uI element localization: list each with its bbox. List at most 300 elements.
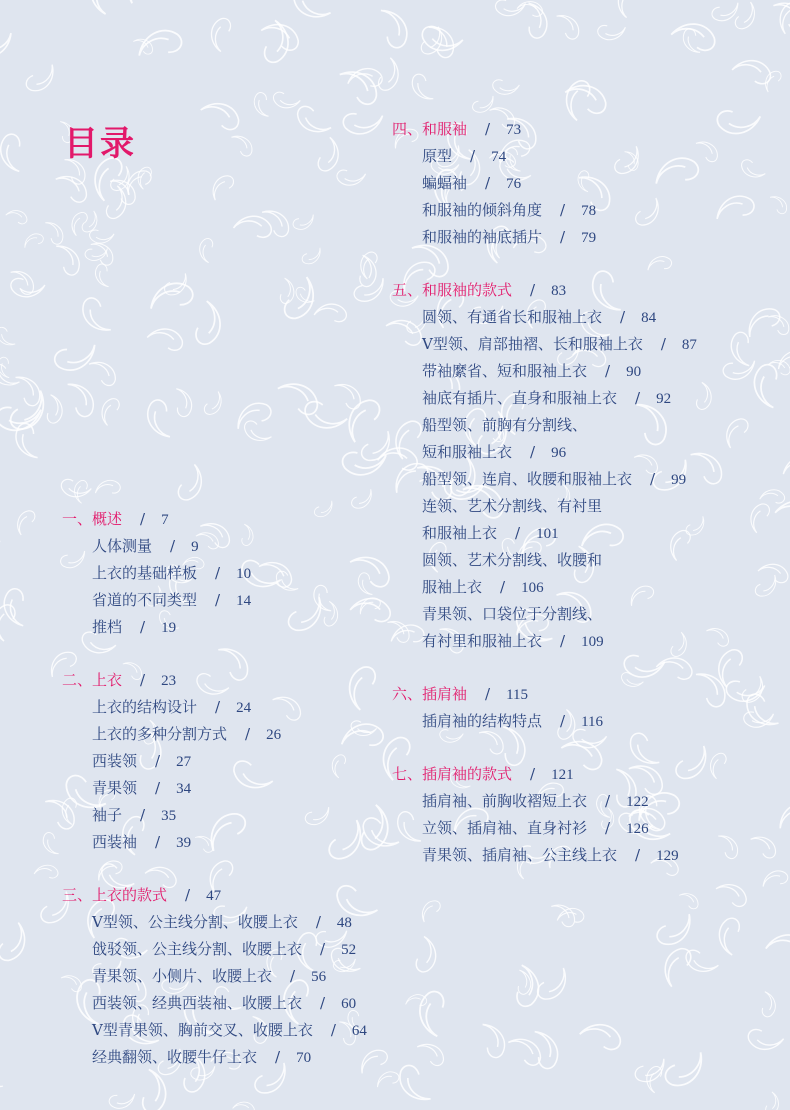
curve-ruler-decoration: [232, 1101, 255, 1110]
curve-ruler-decoration: [780, 452, 790, 481]
curve-ruler-decoration: [341, 446, 389, 478]
entry-title: 插肩袖、前胸收褶短上衣: [422, 792, 588, 810]
curve-ruler-decoration: [0, 132, 27, 174]
entry-title: 和服袖上衣: [422, 524, 498, 542]
section-title: 六、插肩袖: [392, 685, 468, 703]
entry-title: 原型: [422, 147, 453, 165]
curve-ruler-decoration: [760, 991, 777, 1018]
entry-title: V型青果领、胸前交叉、收腰上衣: [92, 1021, 313, 1039]
curve-ruler-decoration: [476, 1019, 510, 1060]
curve-ruler-decoration: [251, 91, 274, 120]
page-number: 122: [626, 794, 649, 810]
curve-ruler-decoration: [493, 79, 520, 94]
curve-ruler-decoration: [414, 1038, 448, 1068]
curve-ruler-decoration: [207, 172, 235, 204]
curve-ruler-decoration: [416, 936, 436, 972]
separator-slash: /: [470, 147, 476, 165]
page-number: 73: [506, 122, 522, 138]
curve-ruler-decoration: [300, 244, 324, 267]
curve-ruler-decoration: [767, 192, 790, 215]
curve-ruler-decoration: [712, 191, 757, 227]
separator-slash: /: [635, 846, 641, 864]
curve-ruler-decoration: [346, 66, 383, 91]
separator-slash: /: [660, 335, 666, 353]
entry-title: 青果领: [92, 779, 138, 797]
curve-ruler-decoration: [753, 571, 781, 600]
separator-slash: /: [245, 725, 251, 743]
curve-ruler-decoration: [241, 419, 274, 446]
toc-section: [392, 277, 697, 655]
toc-left-column: [62, 506, 367, 1097]
toc-section-heading[interactable]: [392, 681, 697, 708]
curve-ruler-decoration: [669, 20, 717, 52]
curve-ruler-decoration: [89, 229, 114, 244]
separator-slash: /: [140, 806, 146, 824]
toc-entry[interactable]: [62, 614, 367, 641]
page-number: 121: [551, 767, 574, 783]
toc-entry[interactable]: [392, 358, 697, 385]
toc-section: [62, 882, 367, 1071]
curve-ruler-decoration: [131, 35, 155, 56]
toc-section-heading[interactable]: [392, 277, 697, 304]
curve-ruler-decoration: [747, 831, 780, 860]
curve-ruler-decoration: [774, 798, 790, 836]
toc-entry[interactable]: [62, 802, 367, 829]
page-number: 92: [656, 391, 672, 407]
curve-ruler-decoration: [757, 561, 790, 584]
page-number: 99: [671, 472, 687, 488]
curve-ruler-decoration: [719, 918, 740, 955]
curve-ruler-decoration: [273, 376, 323, 418]
curve-ruler-decoration: [521, 0, 550, 40]
curve-ruler-decoration: [616, 0, 637, 19]
page-number: 34: [176, 781, 192, 797]
curve-ruler-decoration: [351, 272, 389, 306]
entry-title: 袖底有插片、直身和服袖上衣: [422, 389, 618, 407]
separator-slash: /: [530, 765, 536, 783]
toc-entry[interactable]: [392, 493, 697, 520]
page-number: 90: [626, 364, 642, 380]
curve-ruler-decoration: [203, 389, 226, 417]
entry-title: 袖子: [92, 806, 123, 824]
curve-ruler-decoration: [597, 21, 627, 41]
curve-ruler-decoration: [176, 462, 206, 503]
separator-slash: /: [560, 712, 566, 730]
curve-ruler-decoration: [0, 26, 17, 63]
curve-ruler-decoration: [146, 326, 185, 352]
curve-ruler-decoration: [721, 415, 750, 451]
separator-slash: /: [155, 752, 161, 770]
curve-ruler-decoration: [258, 204, 295, 239]
separator-slash: /: [185, 886, 191, 904]
entry-title: 立领、插肩袖、直身衬衫: [422, 819, 588, 837]
separator-slash: /: [290, 967, 296, 985]
curve-ruler-decoration: [552, 9, 583, 41]
curve-ruler-decoration: [198, 97, 243, 132]
curve-ruler-decoration: [228, 131, 256, 159]
curve-ruler-decoration: [418, 991, 446, 1038]
separator-slash: /: [530, 281, 536, 299]
entry-title: 和服袖的倾斜角度: [422, 201, 543, 219]
curve-ruler-decoration: [747, 1029, 784, 1051]
curve-ruler-decoration: [34, 865, 58, 879]
curve-ruler-decoration: [50, 240, 84, 278]
entry-title: 船型领、前胸有分割线、: [422, 416, 588, 434]
entry-title: 服袖上衣: [422, 578, 483, 596]
curve-ruler-decoration: [356, 254, 378, 288]
curve-ruler-decoration: [302, 400, 350, 433]
separator-slash: /: [315, 913, 321, 931]
curve-ruler-decoration: [708, 752, 727, 780]
curve-ruler-decoration: [358, 250, 378, 280]
separator-slash: /: [170, 537, 176, 555]
entry-title: 经典翻领、收腰牛仔上衣: [92, 1048, 258, 1066]
page-number: 74: [491, 149, 507, 165]
entry-title: 圆领、艺术分割线、收腰和: [422, 551, 603, 569]
curve-ruler-decoration: [0, 356, 13, 380]
curve-ruler-decoration: [373, 1068, 400, 1091]
page-number: 19: [161, 620, 177, 636]
curve-ruler-decoration: [69, 210, 89, 237]
page-number: 14: [236, 593, 252, 609]
separator-slash: /: [330, 1021, 336, 1039]
curve-ruler-decoration: [633, 1053, 671, 1087]
curve-ruler-decoration: [45, 394, 64, 424]
curve-ruler-decoration: [293, 104, 335, 139]
curve-ruler-decoration: [90, 0, 114, 14]
page-number: 27: [176, 754, 192, 770]
entry-title: 人体测量: [92, 537, 153, 555]
curve-ruler-decoration: [704, 624, 732, 648]
entry-title: 青果领、口袋位于分割线、: [422, 605, 603, 623]
entry-title: 船型领、连肩、收腰和服袖上衣: [422, 470, 633, 488]
separator-slash: /: [605, 819, 611, 837]
curve-ruler-decoration: [0, 325, 18, 349]
toc-entry[interactable]: [392, 197, 697, 224]
curve-ruler-decoration: [134, 25, 185, 65]
curve-ruler-decoration: [527, 1026, 563, 1071]
curve-ruler-decoration: [61, 377, 99, 419]
curve-ruler-decoration: [495, 0, 527, 17]
entry-title: 西装领: [92, 752, 138, 770]
page-number: 52: [341, 942, 357, 958]
curve-ruler-decoration: [759, 489, 785, 504]
toc-entry[interactable]: [392, 385, 697, 412]
page-number: 76: [506, 176, 522, 192]
entry-title: V型领、肩部抽褶、长和服袖上衣: [422, 335, 643, 353]
page-number: 78: [581, 203, 597, 219]
toc-entry[interactable]: [392, 412, 697, 439]
toc-entry[interactable]: [62, 587, 367, 614]
toc-entry[interactable]: [62, 775, 367, 802]
curve-ruler-decoration: [342, 107, 386, 137]
curve-ruler-decoration: [52, 169, 92, 205]
separator-slash: /: [320, 940, 326, 958]
entry-title: 上衣的多种分割方式: [92, 725, 228, 743]
page-number: 70: [296, 1050, 312, 1066]
curve-ruler-decoration: [738, 158, 767, 181]
curve-ruler-decoration: [766, 935, 790, 958]
page-number: 106: [521, 580, 544, 596]
curve-ruler-decoration: [162, 269, 192, 299]
entry-title: 有衬里和服袖上衣: [422, 632, 543, 650]
curve-ruler-decoration: [231, 397, 274, 435]
curve-ruler-decoration: [21, 231, 45, 252]
curve-ruler-decoration: [76, 295, 117, 338]
toc-entry[interactable]: [392, 304, 697, 331]
page-number: 84: [641, 310, 657, 326]
separator-slash: /: [140, 618, 146, 636]
separator-slash: /: [485, 685, 491, 703]
entry-title: 上衣的基础样板: [92, 564, 198, 582]
separator-slash: /: [635, 389, 641, 407]
curve-ruler-decoration: [713, 879, 750, 909]
page-number: 35: [161, 808, 177, 824]
toc-entry[interactable]: [62, 909, 367, 936]
section-title: 三、上衣的款式: [62, 886, 168, 904]
separator-slash: /: [560, 201, 566, 219]
page-number: 23: [161, 673, 177, 689]
curve-ruler-decoration: [373, 4, 413, 51]
toc-entry[interactable]: [392, 170, 697, 197]
curve-ruler-decoration: [716, 108, 761, 136]
separator-slash: /: [140, 671, 146, 689]
separator-slash: /: [620, 308, 626, 326]
entry-title: 西装袖: [92, 833, 138, 851]
curve-ruler-decoration: [196, 301, 222, 345]
curve-ruler-decoration: [534, 963, 573, 1005]
page-number: 109: [581, 634, 604, 650]
curve-ruler-decoration: [407, 72, 438, 105]
page-number: 116: [581, 714, 604, 730]
curve-ruler-decoration: [233, 215, 272, 238]
entry-title: 青果领、小侧片、收腰上衣: [92, 967, 273, 985]
page-number: 96: [551, 445, 567, 461]
curve-ruler-decoration: [330, 378, 366, 412]
curve-ruler-decoration: [336, 168, 366, 187]
entry-title: 上衣的结构设计: [92, 698, 198, 716]
toc-entry[interactable]: [62, 1017, 367, 1044]
toc-entry[interactable]: [62, 694, 367, 721]
separator-slash: /: [605, 362, 611, 380]
curve-ruler-decoration: [23, 60, 60, 97]
curve-ruler-decoration: [765, 1091, 779, 1110]
toc-entry[interactable]: [392, 708, 697, 735]
entry-title: 带袖縻省、短和服袖上衣: [422, 362, 588, 380]
curve-ruler-decoration: [662, 1045, 711, 1092]
curve-ruler-decoration: [683, 948, 721, 976]
section-title: 七、插肩袖的款式: [392, 765, 513, 783]
toc-section: [392, 681, 697, 735]
curve-ruler-decoration: [404, 993, 427, 1009]
toc-entry[interactable]: [392, 628, 697, 655]
toc-entry[interactable]: [392, 439, 697, 466]
separator-slash: /: [215, 698, 221, 716]
separator-slash: /: [515, 524, 521, 542]
curve-ruler-decoration: [417, 897, 442, 925]
toc-entry[interactable]: [392, 143, 697, 170]
toc-entry[interactable]: [392, 815, 697, 842]
page-number: 83: [551, 283, 567, 299]
separator-slash: /: [215, 591, 221, 609]
toc-entry[interactable]: [392, 574, 697, 601]
curve-ruler-decoration: [145, 277, 195, 317]
curve-ruler-decoration: [85, 356, 120, 388]
toc-section-heading[interactable]: [392, 761, 697, 788]
section-title: 四、和服袖: [392, 120, 468, 138]
toc-section-heading[interactable]: [392, 116, 697, 143]
section-title: 五、和服袖的款式: [392, 281, 513, 299]
curve-ruler-decoration: [696, 382, 711, 409]
curve-ruler-decoration: [199, 238, 213, 263]
toc-section-heading[interactable]: [62, 882, 367, 909]
curve-ruler-decoration: [731, 57, 773, 85]
page-number: 129: [656, 848, 679, 864]
toc-section: [62, 667, 367, 856]
page-number: 10: [236, 566, 252, 582]
entry-title: 推档: [92, 618, 123, 636]
curve-ruler-decoration: [52, 337, 101, 377]
curve-ruler-decoration: [60, 479, 92, 499]
toc-section-heading[interactable]: [62, 506, 367, 533]
entry-title: 短和服袖上衣: [422, 443, 513, 461]
toc-entry[interactable]: [62, 748, 367, 775]
separator-slash: /: [605, 792, 611, 810]
curve-ruler-decoration: [654, 908, 699, 951]
page-number: 115: [506, 687, 529, 703]
toc-entry[interactable]: [392, 466, 697, 493]
toc-entry[interactable]: [392, 601, 697, 628]
separator-slash: /: [215, 564, 221, 582]
curve-ruler-decoration: [759, 867, 789, 891]
curve-ruler-decoration: [341, 395, 383, 446]
toc-entry[interactable]: [62, 829, 367, 856]
entry-title: 省道的不同类型: [92, 591, 198, 609]
page-number: 56: [311, 969, 327, 985]
curve-ruler-decoration: [279, 278, 294, 304]
curve-ruler-decoration: [210, 17, 232, 52]
curve-ruler-decoration: [761, 68, 782, 94]
toc-right-column: [392, 116, 697, 895]
entry-title: V型领、公主线分割、收腰上衣: [92, 913, 298, 931]
curve-ruler-decoration: [291, 211, 317, 233]
page-title: 目录: [64, 124, 136, 164]
curve-ruler-decoration: [0, 603, 16, 642]
curve-ruler-decoration: [714, 830, 742, 860]
curve-ruler-decoration: [747, 501, 771, 534]
curve-ruler-decoration: [142, 397, 177, 442]
entry-title: 青果领、插肩袖、公主线上衣: [422, 846, 618, 864]
page-number: 60: [341, 996, 357, 1012]
page-number: 87: [681, 337, 697, 353]
curve-ruler-decoration: [272, 92, 301, 110]
entry-title: 插肩袖的结构特点: [422, 712, 543, 730]
toc-entry[interactable]: [392, 842, 697, 869]
toc-entry[interactable]: [62, 963, 367, 990]
curve-ruler-decoration: [288, 0, 335, 25]
page-number: 39: [176, 835, 192, 851]
toc-entry[interactable]: [62, 721, 367, 748]
toc-section-heading[interactable]: [62, 667, 367, 694]
entry-title: 戗驳领、公主线分割、收腰上衣: [92, 940, 303, 958]
curve-ruler-decoration: [7, 385, 53, 436]
curve-ruler-decoration: [0, 537, 2, 554]
toc-entry[interactable]: [392, 788, 697, 815]
curve-ruler-decoration: [87, 238, 118, 268]
page-number: 47: [206, 888, 222, 904]
page-number: 101: [536, 526, 559, 542]
curve-ruler-decoration: [5, 208, 29, 225]
curve-ruler-decoration: [119, 0, 165, 8]
curve-ruler-decoration: [317, 136, 341, 173]
separator-slash: /: [485, 174, 491, 192]
curve-ruler-decoration: [751, 363, 782, 410]
curve-ruler-decoration: [0, 920, 31, 965]
separator-slash: /: [500, 578, 506, 596]
separator-slash: /: [275, 1048, 281, 1066]
toc-section: [392, 116, 697, 251]
toc-entry[interactable]: [62, 936, 367, 963]
entry-title: 连领、艺术分割线、有衬里: [422, 497, 603, 515]
separator-slash: /: [155, 779, 161, 797]
curve-ruler-decoration: [98, 396, 120, 427]
curve-ruler-decoration: [471, 92, 498, 116]
curve-ruler-decoration: [578, 1020, 623, 1051]
page-number: 64: [351, 1023, 367, 1039]
curve-ruler-decoration: [171, 385, 196, 418]
curve-ruler-decoration: [679, 27, 705, 57]
separator-slash: /: [155, 833, 161, 851]
curve-ruler-decoration: [39, 831, 62, 858]
curve-ruler-decoration: [334, 63, 383, 108]
toc-section: [62, 506, 367, 641]
entry-title: 和服袖的袖底插片: [422, 228, 543, 246]
separator-slash: /: [560, 228, 566, 246]
curve-ruler-decoration: [93, 478, 121, 498]
curve-ruler-decoration: [93, 263, 114, 290]
entry-title: 西装领、经典西装袖、收腰上衣: [92, 994, 303, 1012]
curve-ruler-decoration: [513, 963, 540, 1007]
curve-ruler-decoration: [0, 1063, 7, 1092]
toc-entry[interactable]: [392, 331, 697, 358]
curve-ruler-decoration: [314, 304, 346, 322]
separator-slash: /: [530, 443, 536, 461]
toc-entry[interactable]: [62, 533, 367, 560]
toc-entry[interactable]: [62, 990, 367, 1017]
toc-entry[interactable]: [392, 520, 697, 547]
curve-ruler-decoration: [504, 1032, 545, 1068]
toc-entry[interactable]: [62, 1044, 367, 1071]
toc-entry[interactable]: [62, 560, 367, 587]
toc-entry[interactable]: [392, 547, 697, 574]
curve-ruler-decoration: [13, 508, 37, 537]
toc-section: [392, 761, 697, 869]
page-number: 24: [236, 700, 252, 716]
page-number: 7: [161, 512, 169, 528]
curve-ruler-decoration: [393, 1062, 437, 1108]
page-number: 48: [336, 915, 352, 931]
separator-slash: /: [320, 994, 326, 1012]
separator-slash: /: [560, 632, 566, 650]
toc-entry[interactable]: [392, 224, 697, 251]
entry-title: 圆领、有通省长和服袖上衣: [422, 308, 603, 326]
section-title: 一、概述: [62, 510, 123, 528]
page-number: 9: [191, 539, 199, 555]
separator-slash: /: [140, 510, 146, 528]
page-number: 79: [581, 230, 597, 246]
curve-ruler-decoration: [0, 587, 31, 629]
separator-slash: /: [485, 120, 491, 138]
